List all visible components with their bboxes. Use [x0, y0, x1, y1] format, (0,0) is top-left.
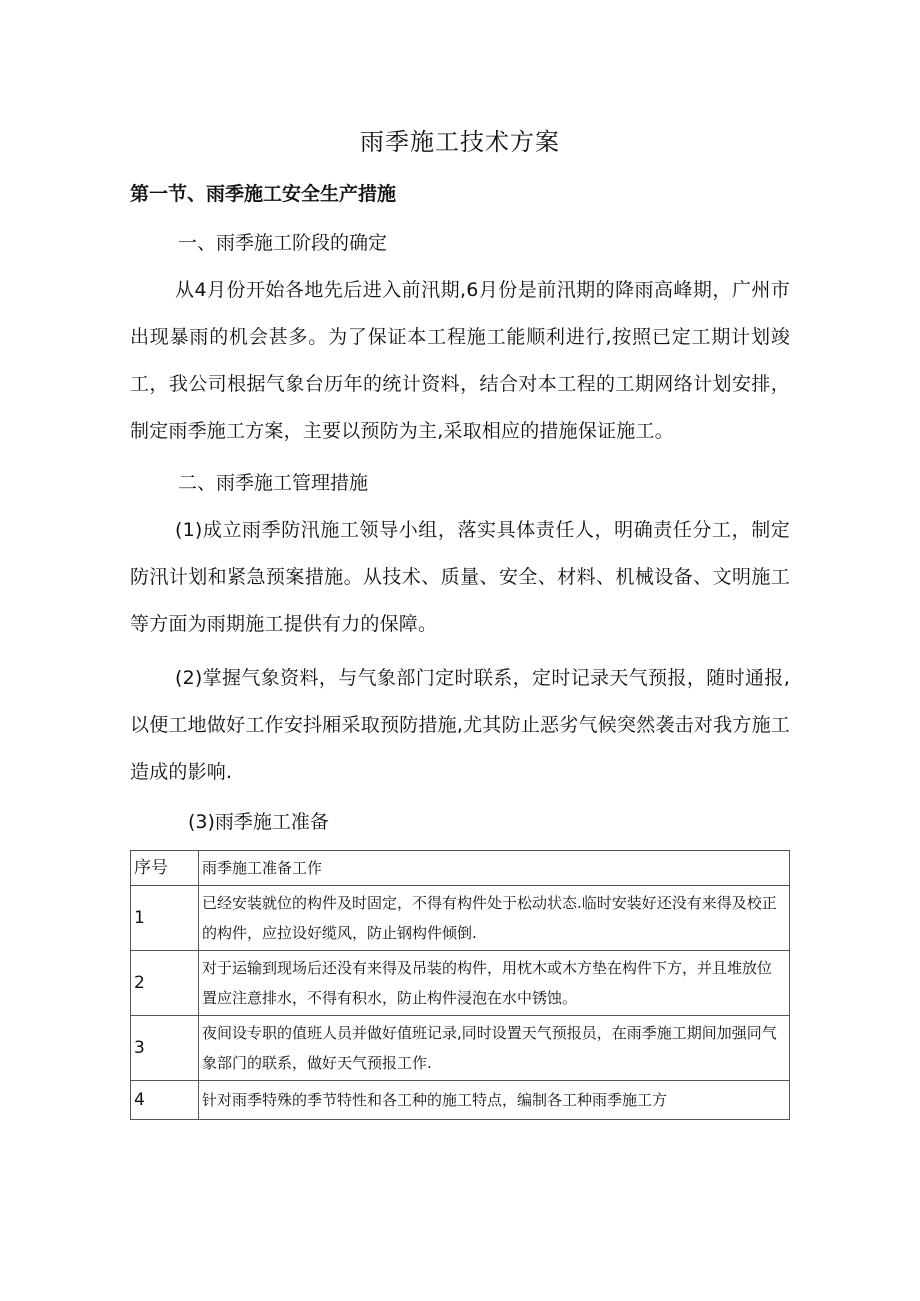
table-cell-text: 夜间设专职的值班人员并做好值班记录,同时设置天气预报员，在雨季施工期间加强同气象部门的联系，做好天气预报工作. — [199, 1016, 790, 1081]
table-cell-no: 1 — [131, 886, 199, 951]
part2-item3-heading: (3)雨季施工准备 — [188, 811, 329, 833]
table-header-row — [131, 851, 790, 886]
part1-paragraph: 从4月份开始各地先后进入前汛期,6月份是前汛期的降雨高峰期，广州市出现暴雨的机会甚多。为了保证本工程施工能顺利进行,按照已定工期计划竣工，我公司根据气象台历年的统计资料，结合对本工程的工期网络计划安排，制定雨季施工方案，主要以预防为主,采取相应的措施保证施工。 — [130, 279, 790, 442]
table-row — [131, 1081, 790, 1120]
part1-heading: 一、雨季施工阶段的确定 — [178, 232, 388, 254]
preparation-table — [130, 850, 790, 1120]
table-cell-text: 已经安装就位的构件及时固定，不得有构件处于松动状态.临时安装好还没有来得及校正的构件，应拉设好缆风，防止钢构件倾倒. — [199, 886, 790, 951]
table-row — [131, 886, 790, 951]
table-cell-no: 2 — [131, 951, 199, 1016]
table-cell-no: 3 — [131, 1016, 199, 1081]
table-cell-text: 对于运输到现场后还没有来得及吊装的构件，用枕木或木方垫在构件下方，并且堆放位置应注意排水，不得有积水，防止构件浸泡在水中锈蚀。 — [199, 951, 790, 1016]
section-heading: 第一节、雨季施工安全生产措施 — [130, 183, 397, 205]
table-header-work: 雨季施工准备工作 — [199, 851, 790, 886]
table-cell-no: 4 — [131, 1081, 199, 1120]
part2-item2: (2)掌握气象资料，与气象部门定时联系，定时记录天气预报，随时通报,以便工地做好工作安抖厢采取预防措施,尤其防止恶劣气候突然袭击对我方施工造成的影响. — [130, 667, 790, 783]
document-title: 雨季施工技术方案 — [360, 128, 560, 156]
table-header-no: 序号 — [131, 851, 199, 886]
table-cell-text: 针对雨季特殊的季节特性和各工种的施工特点，编制各工种雨季施工方 — [199, 1081, 790, 1120]
part2-heading: 二、雨季施工管理措施 — [178, 472, 369, 494]
table-row — [131, 1016, 790, 1081]
table-row — [131, 951, 790, 1016]
part2-item1: (1)成立雨季防汛施工领导小组，落实具体责任人，明确责任分工，制定防汛计划和紧急预案措施。从技术、质量、安全、材料、机械设备、文明施工等方面为雨期施工提供有力的保障。 — [130, 519, 790, 635]
